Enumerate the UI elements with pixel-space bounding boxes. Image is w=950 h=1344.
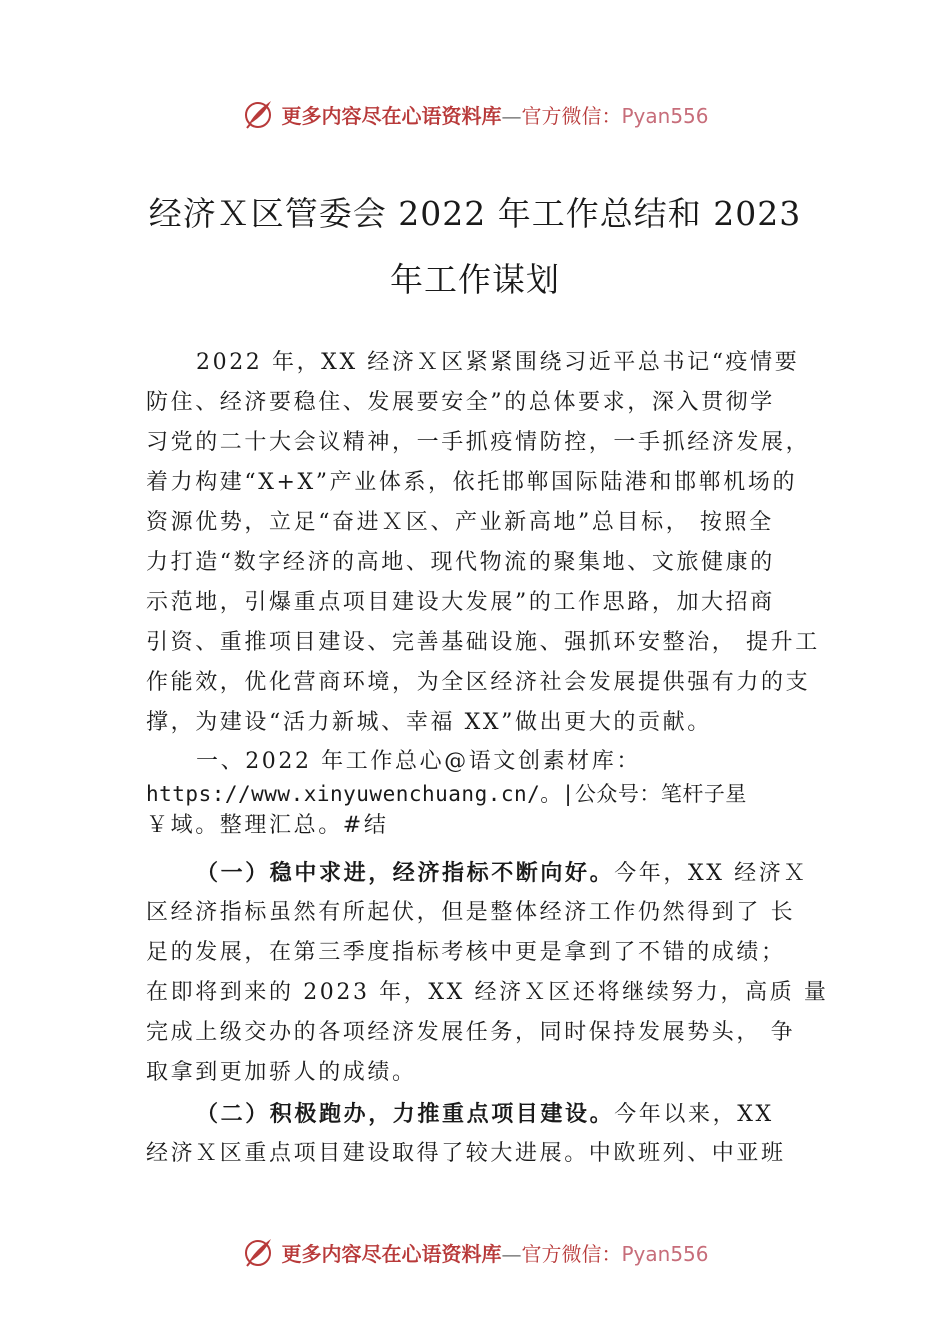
section-heading-line: 一、2022 年工作总心@语文创素材库： [196, 749, 641, 774]
text-line: 引资、重推项目建设、完善基础设施、强抓环安整治， 提升工 [146, 630, 820, 655]
text-line: 示范地，引爆重点项目建设大发展”的工作思路，加大招商 [146, 590, 775, 615]
banner-wechat-label: 官方微信： [521, 1241, 622, 1266]
text-line: 资源优势，立足“奋进Ｘ区、产业新高地”总目标， 按照全 [146, 510, 774, 535]
banner-wechat-id: Pyan556 [621, 103, 709, 128]
text-line: 区经济指标虽然有所起伏，但是整体经济工作仍然得到了 长 [146, 900, 796, 925]
text-line: 完成上级交办的各项经济发展任务，同时保持发展势头， 争 [146, 1020, 796, 1045]
banner-wechat-label: 官方微信： [521, 103, 622, 128]
text-line: 着力构建“X+X”产业体系，依托邯郸国际陆港和邯郸机场的 [146, 470, 798, 495]
banner-separator: — [501, 103, 522, 128]
banner-separator: — [501, 1241, 522, 1266]
section-heading-line: ￥域。整理汇总。#结 [146, 813, 389, 838]
text-line: 作能效，优化营商环境，为全区经济社会发展提供强有力的支 [146, 670, 811, 695]
text-line: 撑，为建设“活力新城、幸福 XX”做出更大的贡献。 [146, 710, 712, 735]
section-heading-line: https://www.xinyuwenchuang.cn/。|公众号：笔杆子星 [146, 782, 747, 806]
quill-logo-icon [241, 1235, 275, 1269]
text-line: 在即将到来的 2023 年，XX 经济Ｘ区还将继续努力，高质 量 [146, 980, 829, 1005]
footer-banner [0, 1232, 950, 1272]
text-line: 经济Ｘ区重点项目建设取得了较大进展。中欧班列、中亚班 [146, 1141, 786, 1166]
text-line: 取拿到更加骄人的成绩。 [146, 1060, 417, 1085]
text-line [146, 853, 826, 893]
text-line: 足的发展，在第三季度指标考核中更是拿到了不错的成绩； [146, 940, 786, 965]
document-title-line-2: 年工作谋划 [390, 260, 560, 299]
quill-logo-icon [241, 97, 275, 131]
banner-wechat-id: Pyan556 [621, 1241, 709, 1266]
text-span: 今年，XX 经济Ｘ [614, 861, 808, 886]
section-heading-1 [146, 746, 826, 842]
header-banner [0, 94, 950, 134]
text-line: 2022 年，XX 经济Ｘ区紧紧围绕习近平总书记“疫情要 [196, 350, 800, 375]
text-line: 防住、经济要稳住、发展要安全”的总体要求，深入贯彻学 [146, 390, 775, 415]
subsection-heading: （二）积极跑办，力推重点项目建设。 [196, 1101, 615, 1127]
banner-brand: 更多内容尽在心语资料库 [281, 1241, 502, 1266]
text-line: 习党的二十大会议精神，一手抓疫情防控，一手抓经济发展， [146, 430, 811, 455]
banner-brand: 更多内容尽在心语资料库 [281, 103, 502, 128]
banner-text [281, 100, 708, 129]
intro-paragraph [146, 343, 826, 743]
document-title-line-1: 经济Ｘ区管委会 2022 年工作总结和 2023 [148, 194, 802, 233]
text-line: 力打造“数字经济的高地、现代物流的聚集地、文旅健康的 [146, 550, 775, 575]
subsection-heading: （一）稳中求进，经济指标不断向好。 [196, 860, 615, 886]
text-line [146, 1094, 826, 1134]
banner-text [281, 1238, 708, 1267]
text-span: 今年以来，XX [614, 1102, 774, 1127]
subsection-2 [146, 1094, 826, 1174]
subsection-1 [146, 853, 829, 1093]
